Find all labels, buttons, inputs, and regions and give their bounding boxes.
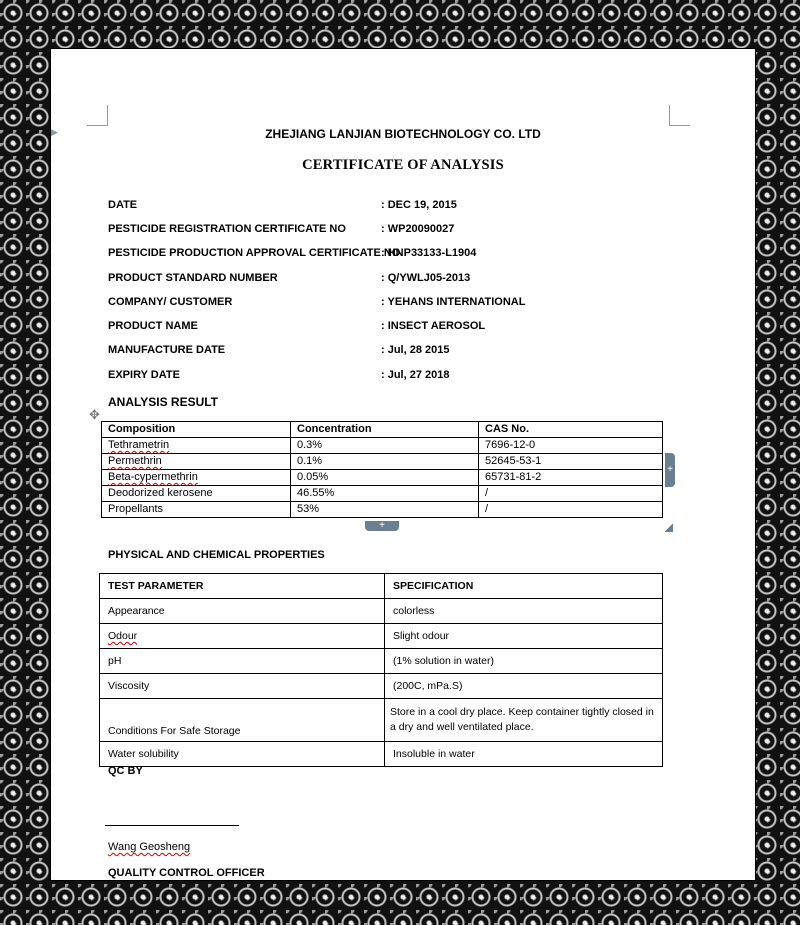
info-label-product-name: PRODUCT NAME: [108, 320, 198, 332]
company-name: ZHEJIANG LANJIAN BIOTECHNOLOGY CO. LTD: [265, 127, 541, 141]
table-cell: Conditions For Safe Storage: [100, 699, 385, 742]
table-cell: Slight odour: [385, 624, 663, 649]
table-cell: Deodorized kerosene: [102, 486, 291, 502]
table-row: [102, 502, 663, 518]
info-value-registration: : WP20090027: [381, 223, 455, 235]
table-header-cell: CAS No.: [479, 422, 663, 438]
info-label-customer: COMPANY/ CUSTOMER: [108, 296, 233, 308]
table-cell: 65731-81-2: [479, 470, 663, 486]
info-label-manufacture-date: MANUFACTURE DATE: [108, 344, 226, 356]
table-cell: 52645-53-1: [479, 454, 663, 470]
table-header-cell: TEST PARAMETER: [100, 574, 385, 599]
page-marker-icon: ▶: [51, 127, 58, 137]
composition-name: Beta-cypermethrin: [108, 471, 198, 483]
table-cell: [100, 624, 385, 649]
info-label-registration: PESTICIDE REGISTRATION CERTIFICATE NO: [108, 223, 346, 235]
table-row: [102, 438, 663, 454]
table-row: [102, 454, 663, 470]
table-row: [100, 674, 663, 699]
table-cell: Store in a cool dry place. Keep container tightly closed in a dry and well ventilated place.: [385, 699, 663, 742]
crop-mark-top-right: [669, 105, 690, 126]
table-cell: 53%: [291, 502, 479, 518]
info-label-expiry-date: EXPIRY DATE: [108, 369, 180, 381]
resize-corner-icon[interactable]: [665, 524, 673, 532]
table-cell: /: [479, 502, 663, 518]
table-cell: Appearance: [100, 599, 385, 624]
table-cell: 46.55%: [291, 486, 479, 502]
table-row: [102, 486, 663, 502]
qc-officer-name: [108, 841, 190, 853]
table-cell: pH: [100, 649, 385, 674]
qc-officer-role: QUALITY CONTROL OFFICER: [108, 867, 265, 879]
info-value-customer: : YEHANS INTERNATIONAL: [381, 296, 526, 308]
table-header-cell: SPECIFICATION: [385, 574, 663, 599]
table-cell: (200C, mPa.S): [385, 674, 663, 699]
table-cell: Propellants: [102, 502, 291, 518]
properties-heading: PHYSICAL AND CHEMICAL PROPERTIES: [108, 549, 325, 561]
table-cell: [102, 454, 291, 470]
info-value-product-name: : INSECT AEROSOL: [381, 320, 486, 332]
crop-mark-top-left: [87, 105, 108, 126]
composition-name: Permethrin: [108, 455, 162, 467]
table-cell: Insoluble in water: [385, 742, 663, 767]
qc-officer-name-text: Wang Geosheng: [108, 841, 191, 853]
document-title: CERTIFICATE OF ANALYSIS: [302, 157, 504, 173]
table-header-cell: Composition: [102, 422, 291, 438]
table-header-row: [102, 422, 663, 438]
table-cell: 0.05%: [291, 470, 479, 486]
signature-line: [105, 825, 239, 826]
table-cell: [102, 438, 291, 454]
info-label-date: DATE: [108, 199, 138, 211]
table-row: [100, 649, 663, 674]
properties-table: [99, 573, 663, 767]
table-cell: /: [479, 486, 663, 502]
table-cell: Water solubility: [100, 742, 385, 767]
info-value-production-approval: : HNP33133-L1904: [381, 247, 477, 259]
table-cell: [102, 470, 291, 486]
move-handle-icon[interactable]: ✥: [89, 407, 100, 422]
table-cell: 7696-12-0: [479, 438, 663, 454]
document-page: [50, 48, 756, 881]
parameter-name: Odour: [108, 630, 138, 642]
table-header-cell: Concentration: [291, 422, 479, 438]
table-row: [100, 699, 663, 742]
table-row: [100, 599, 663, 624]
table-row: [102, 470, 663, 486]
add-column-button[interactable]: [665, 453, 675, 487]
analysis-table: [101, 421, 663, 518]
table-header-row: [100, 574, 663, 599]
table-cell: colorless: [385, 599, 663, 624]
table-row: [100, 624, 663, 649]
analysis-heading: ANALYSIS RESULT: [108, 395, 219, 409]
table-cell: 0.3%: [291, 438, 479, 454]
qc-by-label: QC BY: [108, 765, 143, 777]
add-row-button[interactable]: [365, 521, 399, 531]
composition-name: Tethrametrin: [108, 439, 170, 451]
info-label-standard-number: PRODUCT STANDARD NUMBER: [108, 272, 278, 284]
info-value-standard-number: : Q/YWLJ05-2013: [381, 272, 471, 284]
table-cell: Viscosity: [100, 674, 385, 699]
table-row: [100, 742, 663, 767]
info-value-manufacture-date: : Jul, 28 2015: [381, 344, 450, 356]
plus-icon: +: [667, 464, 673, 475]
plus-icon: +: [379, 520, 385, 531]
info-value-expiry-date: : Jul, 27 2018: [381, 369, 450, 381]
info-label-production-approval: PESTICIDE PRODUCTION APPROVAL CERTIFICATE NO: [108, 247, 401, 259]
info-value-date: : DEC 19, 2015: [381, 199, 457, 211]
table-cell: (1% solution in water): [385, 649, 663, 674]
table-cell: 0.1%: [291, 454, 479, 470]
